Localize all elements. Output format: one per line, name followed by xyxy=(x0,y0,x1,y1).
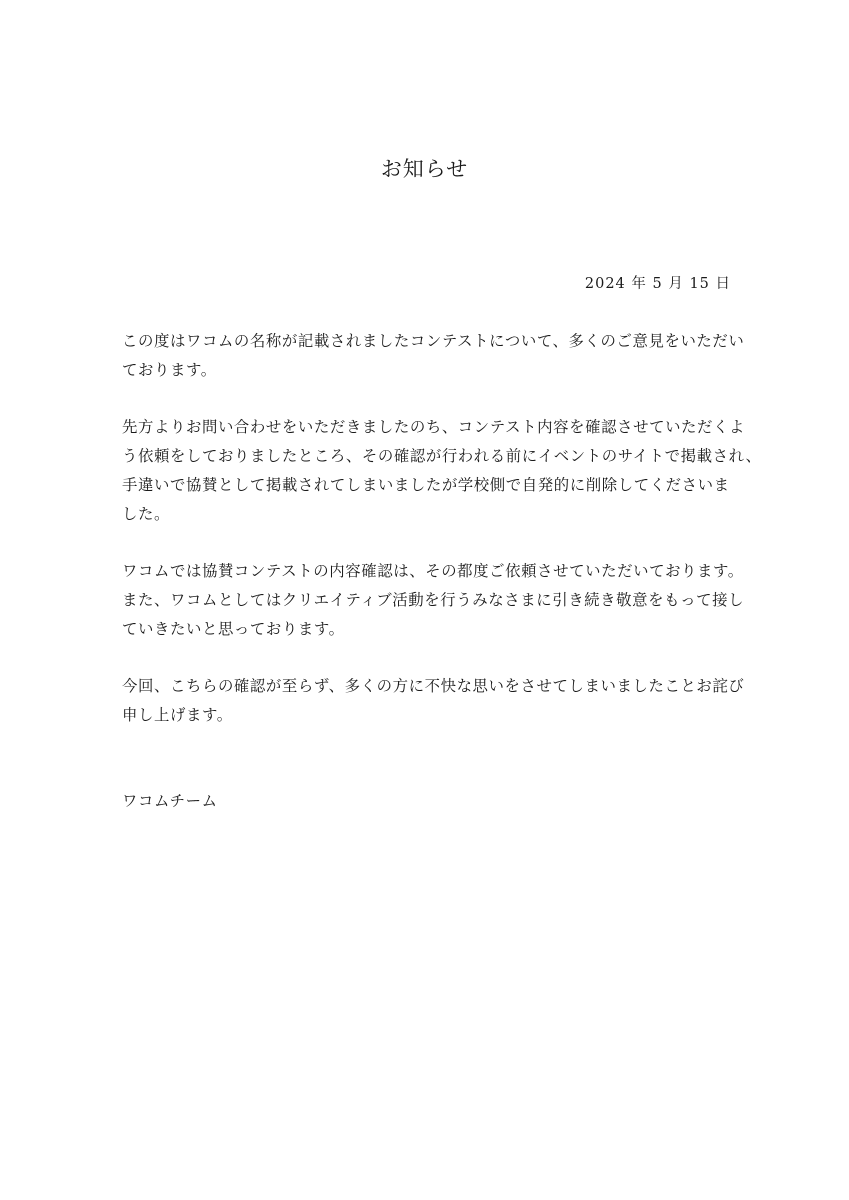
paragraph-line: 先方よりお問い合わせをいただきましたのち、コンテスト内容を確認させていただくよ xyxy=(122,418,746,436)
paragraph-line: また、ワコムとしてはクリエイティブ活動を行うみなさまに引き続き敬意をもって接し xyxy=(122,591,745,609)
signature: ワコムチーム xyxy=(122,792,218,810)
notice-date: 2024 年 5 月 15 日 xyxy=(584,276,731,292)
paragraph-3 xyxy=(122,557,745,644)
paragraph-line: この度はワコムの名称が記載されましたコンテストについて、多くのご意見をいただい xyxy=(122,332,745,350)
paragraph-line: した。 xyxy=(122,505,170,523)
paragraph-line: 手違いで協賛として掲載されてしまいましたが学校側で自発的に削除してくださいま xyxy=(122,476,730,494)
paragraph-line: 今回、こちらの確認が至らず、多くの方に不快な思いをさせてしまいましたことお詫び xyxy=(122,677,745,695)
page-title: お知らせ xyxy=(380,157,469,181)
paragraph-line: ていきたいと思っております。 xyxy=(122,620,345,638)
paragraph-line: う依頼をしておりましたところ、その確認が行われる前にイベントのサイトで掲載され、 xyxy=(122,447,762,465)
paragraph-line: 申し上げます。 xyxy=(122,706,233,724)
paragraph-line: ております。 xyxy=(122,361,217,379)
paragraph-4 xyxy=(122,672,745,730)
paragraph-1 xyxy=(122,327,745,385)
paragraph-line: ワコムでは協賛コンテストの内容確認は、その都度ご依頼させていただいております。 xyxy=(122,562,744,580)
paragraph-2 xyxy=(122,413,762,529)
